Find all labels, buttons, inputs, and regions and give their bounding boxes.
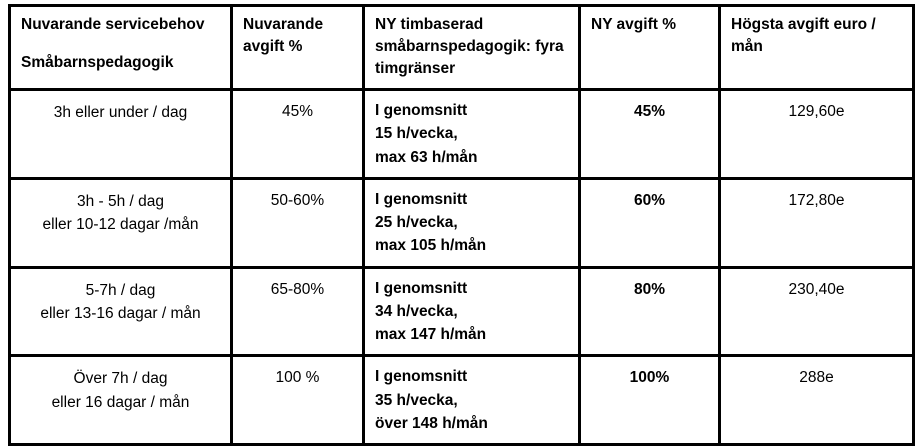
cell-current-fee-pct: 65-80%: [232, 267, 364, 356]
header-title: Högsta avgift euro / mån: [731, 16, 876, 55]
cell-line: eller 16 dagar / mån: [51, 393, 190, 411]
table-header-row: [10, 6, 914, 90]
cell-current-fee-pct: 50-60%: [232, 178, 364, 267]
table-row: [10, 356, 914, 445]
cell-line: över 148 h/mån: [375, 414, 488, 432]
header-title: NY timbaserad småbarnspedagogik: fyra timgränser: [375, 16, 564, 77]
cell-service-need: [10, 178, 232, 267]
cell-new-fee-pct: 45%: [580, 90, 720, 179]
cell-line: 3h eller under / dag: [53, 104, 188, 121]
cell-new-fee-pct: 60%: [580, 178, 720, 267]
cell-line: max 63 h/mån: [375, 148, 478, 166]
cell-hours: [364, 267, 580, 356]
cell-line: I genomsnitt: [375, 102, 468, 119]
cell-line: eller 10-12 dagar /mån: [42, 216, 199, 233]
fee-table: [8, 4, 915, 446]
cell-line: I genomsnitt: [375, 368, 468, 386]
cell-hours: [364, 356, 580, 445]
cell-line: Över 7h / dag: [73, 370, 168, 388]
table-row: [10, 90, 914, 179]
cell-max-fee: 230,40e: [720, 267, 914, 356]
cell-max-fee: 129,60e: [720, 90, 914, 179]
table-row: [10, 178, 914, 267]
cell-new-fee-pct: 80%: [580, 267, 720, 356]
cell-line: max 105 h/mån: [375, 237, 487, 255]
cell-line: 35 h/vecka,: [375, 391, 458, 409]
header-cell-current-service-need: [10, 6, 232, 90]
cell-max-fee: 288e: [720, 356, 914, 445]
cell-line: max 147 h/mån: [375, 326, 487, 343]
header-cell-new-hourly-ecec: [364, 6, 580, 90]
cell-line: I genomsnitt: [375, 190, 468, 208]
header-cell-max-fee-euro: [720, 6, 914, 90]
cell-line: 15 h/vecka,: [375, 125, 458, 143]
table-row: [10, 267, 914, 356]
cell-max-fee: 172,80e: [720, 178, 914, 267]
cell-line: 34 h/vecka,: [375, 302, 458, 320]
header-title: NY avgift %: [591, 16, 676, 33]
header-subtitle: Småbarnspedagogik: [21, 54, 174, 71]
cell-line: 25 h/vecka,: [375, 214, 458, 231]
cell-hours: [364, 90, 580, 179]
cell-line: 5-7h / dag: [85, 281, 156, 299]
cell-line: 3h - 5h / dag: [76, 192, 165, 210]
header-cell-current-fee-pct: [232, 6, 364, 90]
cell-service-need: [10, 90, 232, 179]
header-title: Nuvarande avgift %: [243, 16, 324, 55]
header-title: Nuvarande servicebehov: [21, 16, 205, 33]
cell-service-need: [10, 267, 232, 356]
cell-line: eller 13-16 dagar / mån: [40, 304, 201, 322]
cell-line: I genomsnitt: [375, 279, 468, 297]
fee-table-container: [8, 4, 912, 446]
cell-service-need: [10, 356, 232, 445]
cell-current-fee-pct: 45%: [232, 90, 364, 179]
cell-hours: [364, 178, 580, 267]
cell-new-fee-pct: 100%: [580, 356, 720, 445]
header-cell-new-fee-pct: [580, 6, 720, 90]
cell-current-fee-pct: 100 %: [232, 356, 364, 445]
